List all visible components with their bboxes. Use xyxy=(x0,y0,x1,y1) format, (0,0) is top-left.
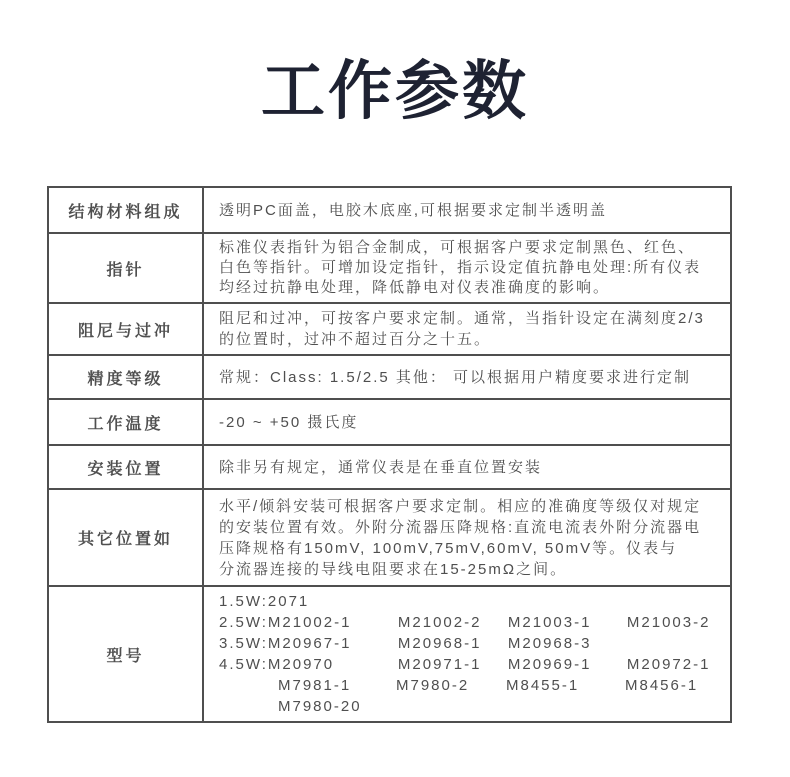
model-line-4p5w xyxy=(219,654,720,675)
row-content xyxy=(203,399,731,445)
row-content xyxy=(203,303,731,355)
content-line: 标准仪表指针为铝合金制成，可根据客户要求定制黑色、红色、 xyxy=(219,239,696,256)
model-number: M21002-1 xyxy=(267,614,352,631)
content-line: 的位置时，过冲不超过百分之十五。 xyxy=(219,331,492,348)
row-content xyxy=(203,233,731,303)
row-label: 安装位置 xyxy=(48,445,203,489)
model-number: M20969-1 xyxy=(507,656,592,673)
row-content xyxy=(203,445,731,489)
model-number: M21003-1 xyxy=(507,614,592,631)
content-line: -20 ~ +50 摄氏度 xyxy=(219,413,359,431)
model-prefix xyxy=(231,696,278,717)
spec-table xyxy=(47,186,732,723)
model-number: M8456-1 xyxy=(625,677,699,694)
model-prefix: 1.5W: xyxy=(219,593,268,610)
model-number: M20972-1 xyxy=(626,656,711,673)
content-line: 分流器连接的导线电阻要求在15-25mΩ之间。 xyxy=(219,560,568,578)
row-content xyxy=(203,489,731,586)
table-row-pointer xyxy=(48,233,731,303)
table-row-accuracy-class xyxy=(48,355,731,399)
table-row-damping-overshoot xyxy=(48,303,731,355)
row-label: 其它位置如 xyxy=(48,489,203,586)
model-number: M20971-1 xyxy=(397,656,482,673)
row-label: 指针 xyxy=(48,233,203,303)
row-label: 结构材料组成 xyxy=(48,187,203,233)
content-line: 的安装位置有效。外附分流器压降规格:直流电流表外附分流器电 xyxy=(219,518,702,536)
content-line: 阻尼和过冲，可按客户要求定制。通常，当指针设定在满刻度2/3 xyxy=(219,310,705,327)
row-label: 型号 xyxy=(48,586,203,722)
row-content xyxy=(203,355,731,399)
content-line: 均经过抗静电处理，降低静电对仪表准确度的影响。 xyxy=(219,279,611,296)
table-row-working-temperature xyxy=(48,399,731,445)
table-row-structure-material xyxy=(48,187,731,233)
content-line: 白色等指针。可增加设定指针，指示设定值抗静电处理:所有仪表 xyxy=(219,259,702,276)
row-content xyxy=(203,586,731,722)
model-number: M20968-1 xyxy=(397,635,482,652)
model-prefix: 2.5W: xyxy=(219,614,268,631)
row-label: 工作温度 xyxy=(48,399,203,445)
content-line: 透明PC面盖，电胶木底座,可根据要求定制半透明盖 xyxy=(219,201,608,219)
model-number: M7980-2 xyxy=(396,677,470,694)
table-row-mounting-position xyxy=(48,445,731,489)
model-line-3p5w xyxy=(219,633,720,654)
model-line-2p5w xyxy=(219,612,720,633)
table-row-other-positions xyxy=(48,489,731,586)
model-line-continued xyxy=(219,696,720,717)
row-label: 阻尼与过冲 xyxy=(48,303,203,355)
model-number: M21002-2 xyxy=(397,614,482,631)
model-prefix: 4.5W: xyxy=(219,656,268,673)
content-line: 常规：Class: 1.5/2.5 其他： 可以根据用户精度要求进行定制 xyxy=(219,368,692,386)
model-number: M7981-1 xyxy=(278,677,352,694)
model-number: M20967-1 xyxy=(267,635,352,652)
model-number: M20970 xyxy=(267,656,335,673)
content-line: 除非另有规定，通常仪表是在垂直位置安装 xyxy=(219,458,543,476)
model-line-continued xyxy=(219,675,720,696)
page-title: 工作参数 xyxy=(261,55,529,127)
row-label: 精度等级 xyxy=(48,355,203,399)
model-number: M7980-20 xyxy=(278,698,362,715)
model-number: M21003-2 xyxy=(626,614,711,631)
model-prefix xyxy=(231,675,278,696)
content-line: 压降规格有150mV, 100mV,75mV,60mV, 50mV等。仪表与 xyxy=(219,539,678,557)
model-number: 2071 xyxy=(267,593,310,610)
table-row-model-numbers xyxy=(48,586,731,722)
content-line: 水平/倾斜安装可根据客户要求定制。相应的准确度等级仅对规定 xyxy=(219,497,702,515)
model-number: M20968-3 xyxy=(507,635,592,652)
model-number: M8455-1 xyxy=(506,677,580,694)
model-line-1p5w xyxy=(219,591,720,612)
row-content xyxy=(203,187,731,233)
model-prefix: 3.5W: xyxy=(219,635,268,652)
